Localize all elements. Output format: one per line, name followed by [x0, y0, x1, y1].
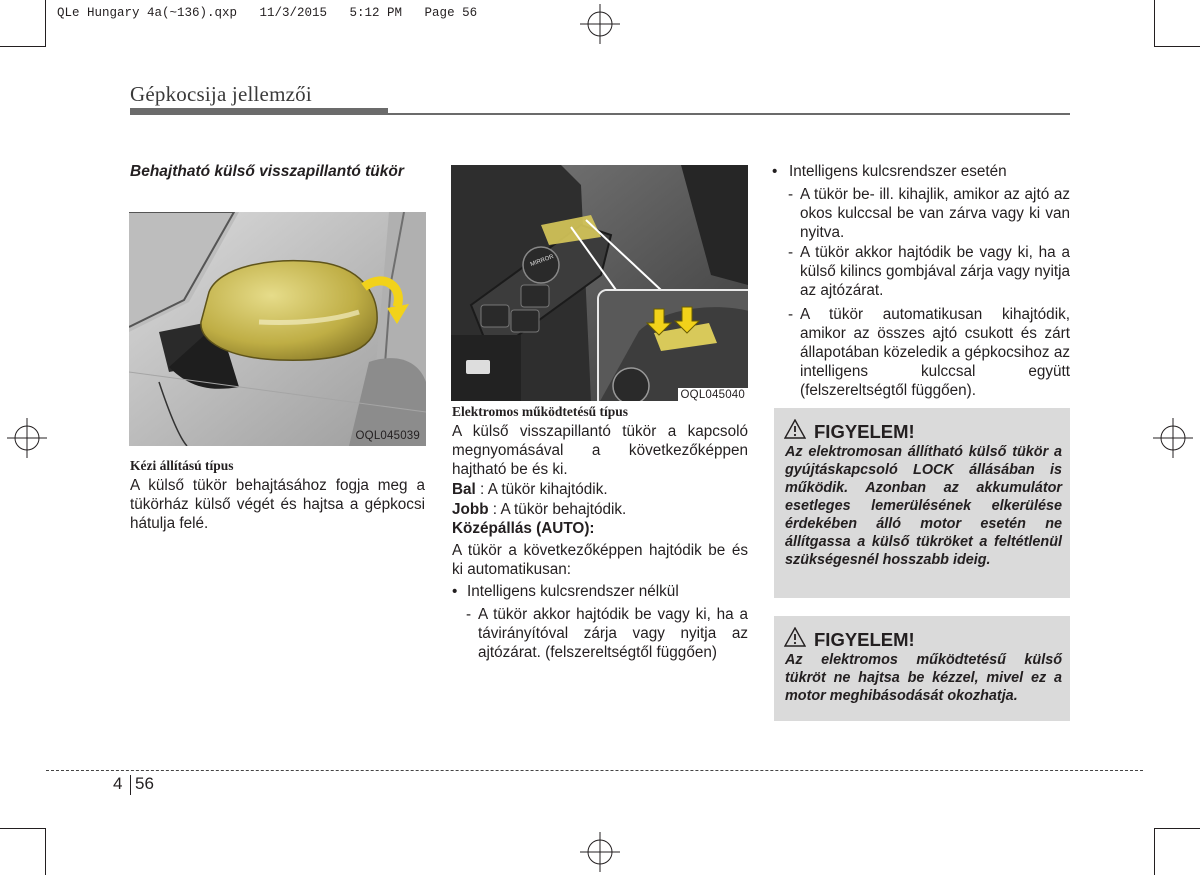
crop-mark-tl-v — [45, 0, 46, 46]
footer-divider — [130, 775, 131, 795]
registration-mark-left-icon — [7, 418, 47, 458]
dash-text: A tükör automatikusan kihajtódik, amikor az összes ajtó csukott és zárt állapotában közeledik a gépkocsihoz az intelligens kulccsal együtt (felszereltségtől függően). — [800, 306, 1070, 399]
dash-item-auto-unfold: - A tükör automatikusan kihajtódik, amikor az összes ajtó csukott és zárt állapotában közeledik a gépkocsihoz az intelligens kulccsal együtt (felszereltségtől függően). — [788, 306, 1070, 399]
manual-type-body: A külső tükör behajtásához fogja meg a tükörház külső végét és hajtsa a gépkocsi hátulja felé. — [130, 477, 425, 532]
jobb-label: Jobb — [452, 501, 489, 518]
footer-page-number: 56 — [135, 774, 154, 793]
warning-title — [784, 419, 915, 444]
bal-text: : A tükör kihajtódik. — [475, 481, 608, 498]
jobb-line — [452, 500, 748, 519]
manual-type-subheading: Kézi állítású típus — [130, 458, 234, 473]
crop-mark-bl-v — [45, 828, 46, 875]
warning-title-text: FIGYELEM! — [814, 628, 915, 650]
crop-mark-tr-h — [1154, 46, 1200, 47]
header-rule-thin — [388, 113, 1070, 115]
left-heading: Behajtható külső visszapillantó tükör — [130, 163, 404, 180]
dash-item-smart-key: - A tükör be- ill. kihajlik, amikor az ajtó az okos kulccsal be van zárva vagy ki van nyitva. — [788, 186, 1070, 241]
registration-mark-bottom-icon — [580, 832, 620, 872]
bullet-text: Intelligens kulcsrendszer esetén — [789, 163, 1007, 180]
power-type-subheading: Elektromos működtetésű típus — [452, 404, 629, 419]
footer-dotted-rule — [46, 770, 1143, 771]
dash-item-handle-button: - A tükör akkor hajtódik be vagy ki, ha a külső kilincs gombjával zárja vagy nyitja az ajtózárat. — [788, 244, 1070, 299]
warning-title — [784, 627, 915, 652]
jobb-text: : A tükör behajtódik. — [488, 501, 627, 518]
auto-text: A tükör a következőképpen hajtódik be és ki automatikusan: — [452, 542, 748, 578]
section-title: Gépkocsija jellemzői — [130, 82, 312, 106]
figure-code-left: OQL045039 — [355, 430, 420, 442]
dash-item-remote: - A tükör akkor hajtódik be vagy ki, ha a távirányítóval zárja vagy nyitja az ajtózárat. (felszereltségtől függően) — [466, 606, 748, 661]
warning-body: Az elektromosan állítható külső tükör a gyújtáskapcsoló LOCK állásában is működik. Azonban az akkumulátor esetleges lemerülésének elkerülése érdekében álló motor esetén ne állítgassa a külső tükröket a feltétlenül szükségesnél hosszabb ideig. — [785, 444, 1062, 568]
warning-title-text: FIGYELEM! — [814, 420, 915, 442]
figure-code-middle: OQL045040 — [678, 388, 748, 401]
dash-text: A tükör be- ill. kihajlik, amikor az ajtó az okos kulccsal be van zárva vagy ki van nyitva. — [800, 186, 1070, 241]
switch-mirror-label: MIRROR — [529, 254, 555, 268]
switch-callout-inset — [597, 289, 748, 401]
bullet-text: Intelligens kulcsrendszer nélkül — [467, 583, 679, 600]
crop-mark-br-h — [1154, 828, 1200, 829]
bal-label: Bal — [452, 481, 476, 498]
crop-mark-tl-h — [0, 46, 46, 47]
warning-triangle-icon — [784, 627, 806, 652]
footer-chapter-number: 4 — [113, 774, 123, 793]
crop-mark-tr-v — [1154, 0, 1155, 46]
print-slug: QLe Hungary 4a(~136).qxp 11/3/2015 5:12 PM Page 56 — [57, 6, 478, 20]
registration-mark-right-icon — [1153, 418, 1193, 458]
bullet-no-smart-key: • Intelligens kulcsrendszer nélkül — [452, 583, 679, 600]
bullet-smart-key: • Intelligens kulcsrendszer esetén — [772, 163, 1007, 180]
dash-text: A tükör akkor hajtódik be vagy ki, ha a külső kilincs gombjával zárja vagy nyitja az ajtózárat. — [800, 244, 1070, 299]
auto-label: Középállás (AUTO): — [452, 520, 595, 537]
power-folding-switch-figure — [451, 165, 748, 401]
registration-mark-top-icon — [580, 4, 620, 44]
crop-mark-br-v — [1154, 828, 1155, 875]
warning-body: Az elektromos működtetésű külső tükröt ne hajtsa be kézzel, mivel ez a motor meghibásodását okozhatja. — [785, 652, 1062, 704]
header-rule-thick — [130, 108, 388, 115]
manual-mirror-figure — [129, 212, 426, 446]
dash-text: A tükör akkor hajtódik be vagy ki, ha a távirányítóval zárja vagy nyitja az ajtózárat. (felszereltségtől függően) — [478, 606, 748, 661]
warning-box-battery — [774, 408, 1070, 598]
warning-triangle-icon — [784, 419, 806, 444]
bal-line — [452, 480, 748, 499]
warning-box-manual-fold — [774, 616, 1070, 721]
power-type-intro: A külső visszapillantó tükör a kapcsoló megnyomásával a következőképpen hajtható be és ki. — [452, 423, 748, 478]
crop-mark-bl-h — [0, 828, 46, 829]
